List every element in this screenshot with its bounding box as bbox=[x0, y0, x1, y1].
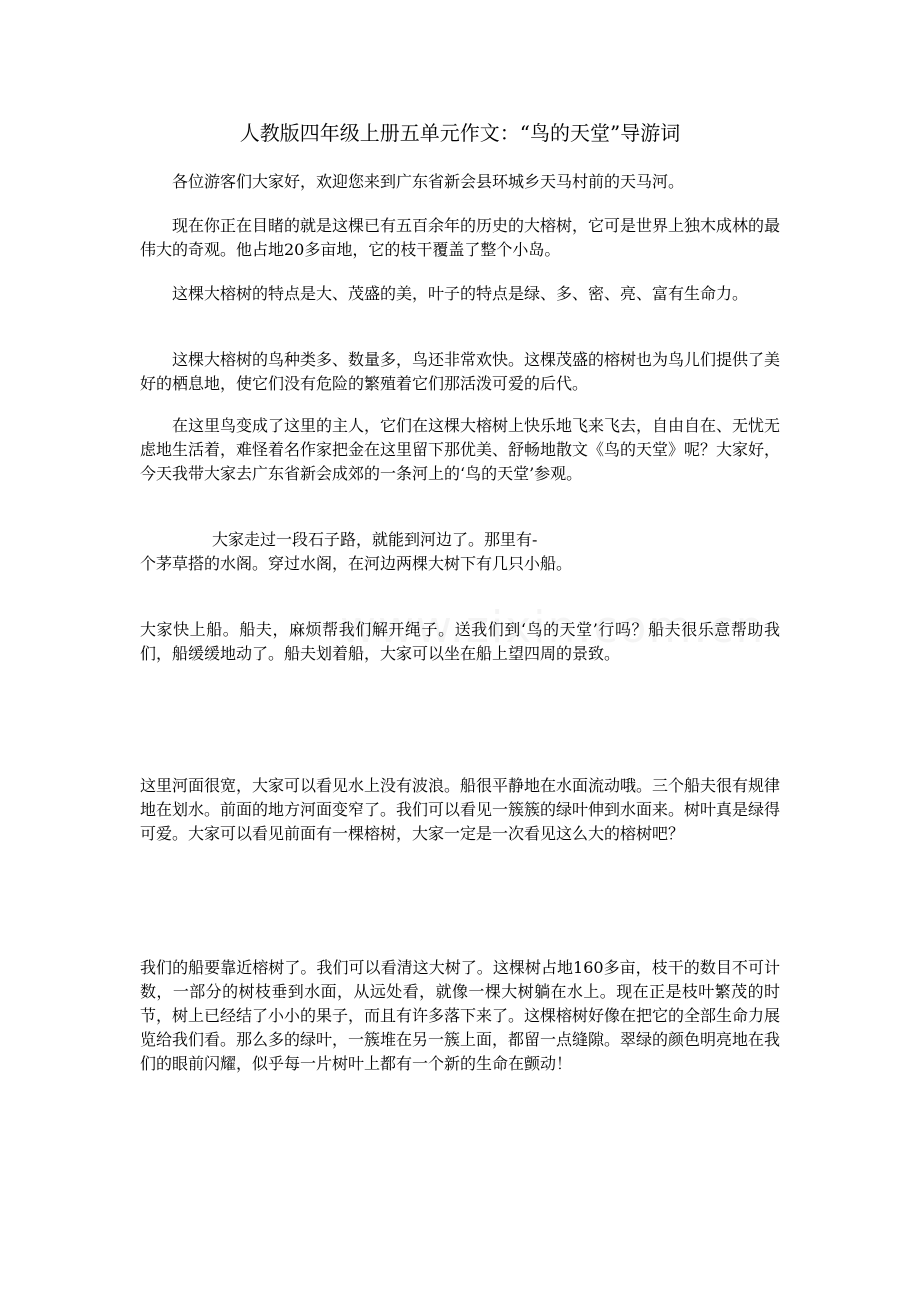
paragraph-7: 大家快上船。船夫，麻烦帮我们解开绳子。送我们到‘鸟的天堂’行吗？船夫很乐意帮助我们，船缓缓地动了。船夫划着船，大家可以坐在船上望四周的景致。 bbox=[140, 620, 780, 663]
paragraph-8: 这里河面很宽，大家可以看见水上没有波浪。船很平静地在水面流动哦。三个船夫很有规律地在划水。前面的地方河面变窄了。我们可以看见一簇簇的绿叶伸到水面来。树叶真是绿得可爱。大家可以看见前面有一棵榕树，大家一定是一次看见这么大的榕树吧？ bbox=[140, 776, 781, 843]
paragraph-4: 这棵大榕树的鸟种类多、数量多，鸟还非常欢快。这棵茂盛的榕树也为鸟儿们提供了美好的栖息地，使它们没有危险的繁殖着它们那活泼可爱的后代。 bbox=[140, 350, 781, 393]
paragraph-6 bbox=[140, 528, 780, 576]
paragraph-1: 各位游客们大家好，欢迎您来到广东省新会县环城乡天马村前的天马河。 bbox=[172, 172, 685, 191]
paragraph-3: 这棵大榕树的特点是大、茂盛的美，叶子的特点是绿、多、密、亮、富有生命力。 bbox=[172, 284, 749, 303]
paragraph-6-line-1: 大家走过一段石子路，就能到河边了。那里有- bbox=[212, 530, 538, 549]
paragraph-6-line-2: 个茅草搭的水阁。穿过水阁，在河边两棵大树下有几只小船。 bbox=[140, 554, 573, 573]
paragraph-2: 现在你正在目睹的就是这棵已有五百余年的历史的大榕树，它可是世界上独木成林的最伟大的奇观。他占地20多亩地，它的枝干覆盖了整个小岛。 bbox=[140, 216, 781, 259]
paragraph-5: 在这里鸟变成了这里的主人，它们在这棵大榕树上快乐地飞来飞去，自由自在、无忧无虑地生活着，难怪着名作家把金在这里留下那优美、舒畅地散文《鸟的天堂》呢？大家好，今天我带大家去广东省新会成郊的一条河上的‘鸟的天堂’参观。 bbox=[140, 416, 781, 483]
document-title: 人教版四年级上册五单元作文：“鸟的天堂”导游词 bbox=[239, 121, 681, 145]
paragraph-9: 我们的船要靠近榕树了。我们可以看清这大树了。这棵树占地160多亩，枝干的数目不可计数，一部分的树枝垂到水面，从远处看，就像一棵大树躺在水上。现在正是枝叶繁茂的时节，树上已经结了小小的果子，而且有许多落下来了。这棵榕树好像在把它的全部生命力展览给我们看。那么多的绿叶，一簇堆在另一簇上面，都留一点缝隙。翠绿的颜色明亮地在我们的眼前闪耀，似乎每一片树叶上都有一个新的生命在颤动！ bbox=[140, 958, 781, 1073]
